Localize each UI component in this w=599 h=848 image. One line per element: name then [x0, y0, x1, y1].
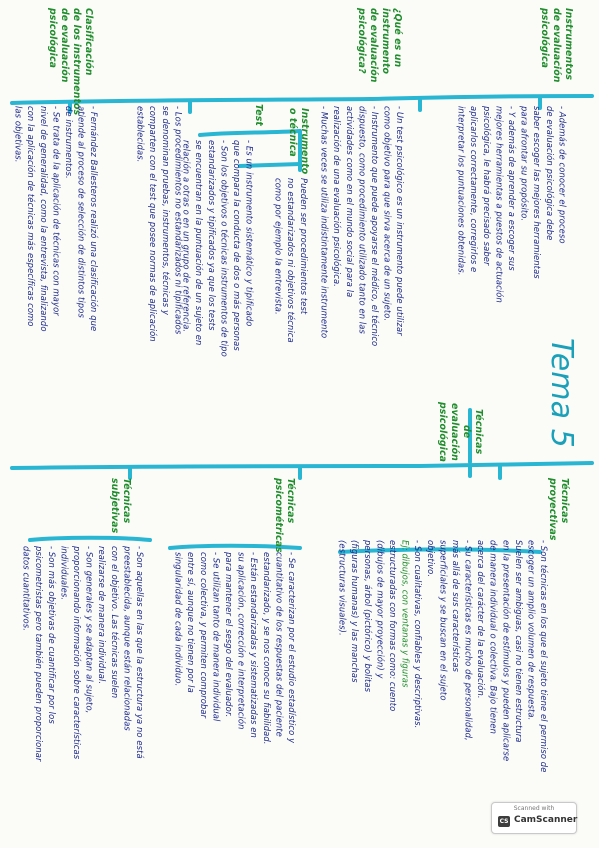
camscanner-logo-icon: CS: [499, 818, 509, 825]
heading-instrumentos: Instrumentos de evaluación psicológica: [539, 8, 574, 83]
body-proyectivas: - Son técnicas en los que el sujeto tiene el permiso de escoger un amplio volumen de respuesta. Suelen ser ambiguas, casi no tienen estructura en la presentación de estímulos y pueden aplicarse de manera individual o colectiva. Bajo tienen acerca del carácter de la evaluación. - Su características es mucho de personalidad, más allá de sus características superficiales y se buscan en el sujeto objetivo. - Son cualitativas, confiables y descriptivas. Ej: dibujos, con ventanas y figuras estructuradas con formas como: cuento (dibujos de mayor proyección) y personas, árbol (pictórico) y bolitas (figuras humanas) y las manchas (estructuras visuales).: [337, 540, 550, 773]
badge-caption: Scanned with: [513, 805, 555, 812]
heading-subjetivas: Técnicas subjetivas: [109, 478, 132, 534]
central-label: Técnicas de evaluación psicológica: [437, 402, 484, 463]
body-test: - Es un instrumento sistemático y tipificado que compara la conducta de dos o más personas - Son los objetivos o técnicas instrumentos de tipo estandarizados y tipificados ya que los tests se encuentran en la puntuación de un sujeto en relación a otras o en un grupo de referencia.: [181, 140, 255, 357]
heading-proyectivas: Técnicas proyectivas: [547, 478, 570, 541]
body-que-es: - Un test psicológico es un instrumento puede utilizar como objetivo para que sirva acerca de un sujeto. - Instrumento que puede apoyarse el médico, el técnico dispuesto, como procedimiento utilizado tanto en las actividades como en el mundo social para la realización de una evaluación psicológica. - Muchas veces se utiliza indistintamente instrumento: [319, 106, 406, 347]
body-subjetivas: - Son aquellas en las que la estructura ya no está preestablecida, aunque están relacionadas con el objetivo. Las técnicas suelen realizarse de manera individual. - Son generales y se adaptan al sujeto, proporcionando información sobre características individuales. - Son más objetivas de cuantificar por los psicometristas pero también pueden proporcionar datos cuantitativos.: [21, 546, 145, 762]
heading-clasificacion: Clasificación de los instrumentos de evaluación psicológica: [47, 8, 94, 116]
heading-que-es: ¿Qué es un instrumento de evaluación psicológica?: [356, 8, 403, 83]
badge-brand: CamScanner: [514, 815, 578, 825]
heading-instrumento-tecnica: Instrumento o técnica: [287, 108, 310, 175]
heading-psicometricas: Técnicas psicométricas: [273, 478, 296, 553]
body-instrumentos: - Además de conocer el proceso de evaluación psicológica debe saber escoger las mejores herramientas para afrontar su propósito. - Y además de aprender a escoger sus mejores herramientas a puestos de actuación psicológica, le habrá precisado saber aplicarlos correctamente, corregirlos e interpretar los puntuaciones obtenidas.: [456, 106, 568, 303]
body-clasificacion: - Fernández Ballesteros realizó una clasificación que atiende al proceso de selección de distintos tipos de instrumentos. - Se trata de la aplicación de técnicas con mayor nivel de generalidad, como la entrevista, finalizando con la aplicación de técnicas más específicas como las objetivas.: [13, 106, 100, 332]
heading-test: Test: [253, 104, 264, 127]
page-title: Tema 5: [544, 338, 579, 448]
camscanner-badge: [491, 802, 577, 834]
body-psicometricas: - Se caracterizan por el estudio estadístico y cuantitativo de los respuestas del paciente estandarizado, y se nos conoce su fiabilidad. - Están estandarizadas y sistematizadas en su aplicación, corrección e interpretación para mantener el sesgo del evaluador. - Se utilizan tanto de manera individual como colectiva, y permiten comprobar entre sí, aunque no tienen por la singularidad de cada individuo.: [173, 552, 297, 745]
body-instrumento-tecnica: Pueden ser procedimientos test no estandarizados ni objetivos técnica como por ejemplo la entrevista.: [273, 178, 309, 343]
body-procedimientos: - Los procedimientos no estandarizados ni tipificados se denominan pruebas, instrumentos, técnicas y comparten con el test que posee normas de aplicación establecidas.: [135, 106, 184, 342]
